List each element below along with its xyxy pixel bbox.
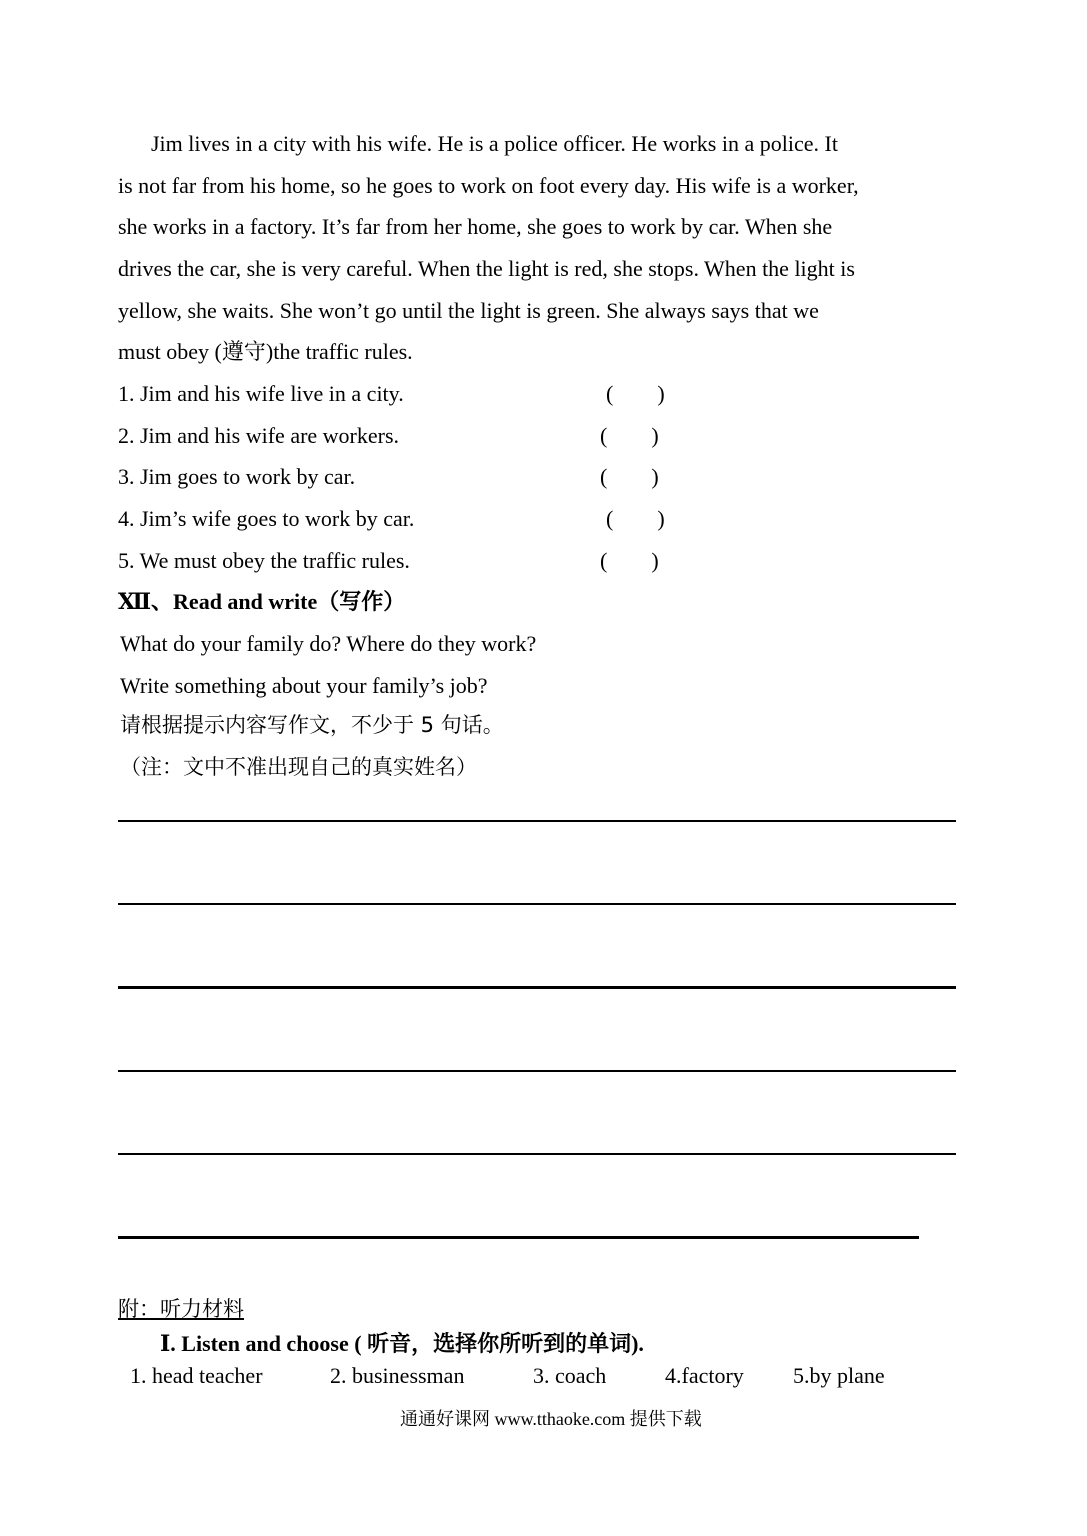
passage-line: drives the car, she is very careful. When the light is red, she stops. When the light is <box>118 256 855 281</box>
answer-blank[interactable]: ( ) <box>600 423 659 448</box>
writing-line[interactable] <box>118 1070 956 1072</box>
question-text: 1. Jim and his wife live in a city. <box>118 381 404 406</box>
answer-blank[interactable]: ( ) <box>606 381 665 406</box>
writing-line[interactable] <box>118 903 956 905</box>
appendix-title: 附：听力材料 <box>118 1297 244 1321</box>
word-item: 3. coach <box>533 1363 607 1388</box>
question-text: 4. Jim’s wife goes to work by car. <box>118 506 415 531</box>
writing-prompt: Write something about your family’s job? <box>120 673 488 698</box>
passage-line: Jim lives in a city with his wife. He is a police officer. He works in a police. It <box>118 131 838 156</box>
question-text: 5. We must obey the traffic rules. <box>118 548 410 573</box>
question-text: 2. Jim and his wife are workers. <box>118 423 400 448</box>
writing-line[interactable] <box>118 986 956 989</box>
word-item: 4.factory <box>665 1363 744 1388</box>
answer-blank[interactable]: ( ) <box>600 464 659 489</box>
passage-line: she works in a factory. It’s far from her home, she goes to work by car. When she <box>118 214 833 239</box>
answer-blank[interactable]: ( ) <box>606 506 665 531</box>
passage-line: is not far from his home, so he goes to work on foot every day. His wife is a worker, <box>118 173 859 198</box>
word-item: 2. businessman <box>330 1363 465 1388</box>
writing-line[interactable] <box>118 820 956 822</box>
writing-note: （注：文中不准出现自己的真实姓名） <box>120 755 477 779</box>
passage-line: must obey (遵守)the traffic rules. <box>118 339 413 364</box>
question-text: 3. Jim goes to work by car. <box>118 464 356 489</box>
writing-prompt: What do your family do? Where do they work? <box>120 631 537 656</box>
section-heading: Ⅻ、Read and write（写作） <box>118 589 406 614</box>
word-item: 5.by plane <box>793 1363 885 1388</box>
writing-line[interactable] <box>118 1236 919 1239</box>
writing-line[interactable] <box>118 1153 956 1155</box>
writing-instruction: 请根据提示内容写作文，不少于 5 句话。 <box>120 713 504 737</box>
passage-line: yellow, she waits. She won’t go until the light is green. She always says that we <box>118 298 819 323</box>
listen-heading: Ⅰ. Listen and choose ( 听音，选择你所听到的单词). <box>160 1331 644 1356</box>
answer-blank[interactable]: ( ) <box>600 548 659 573</box>
word-item: 1. head teacher <box>130 1363 263 1388</box>
page-footer: 通通好课网 www.tthaoke.com 提供下载 <box>400 1409 702 1429</box>
